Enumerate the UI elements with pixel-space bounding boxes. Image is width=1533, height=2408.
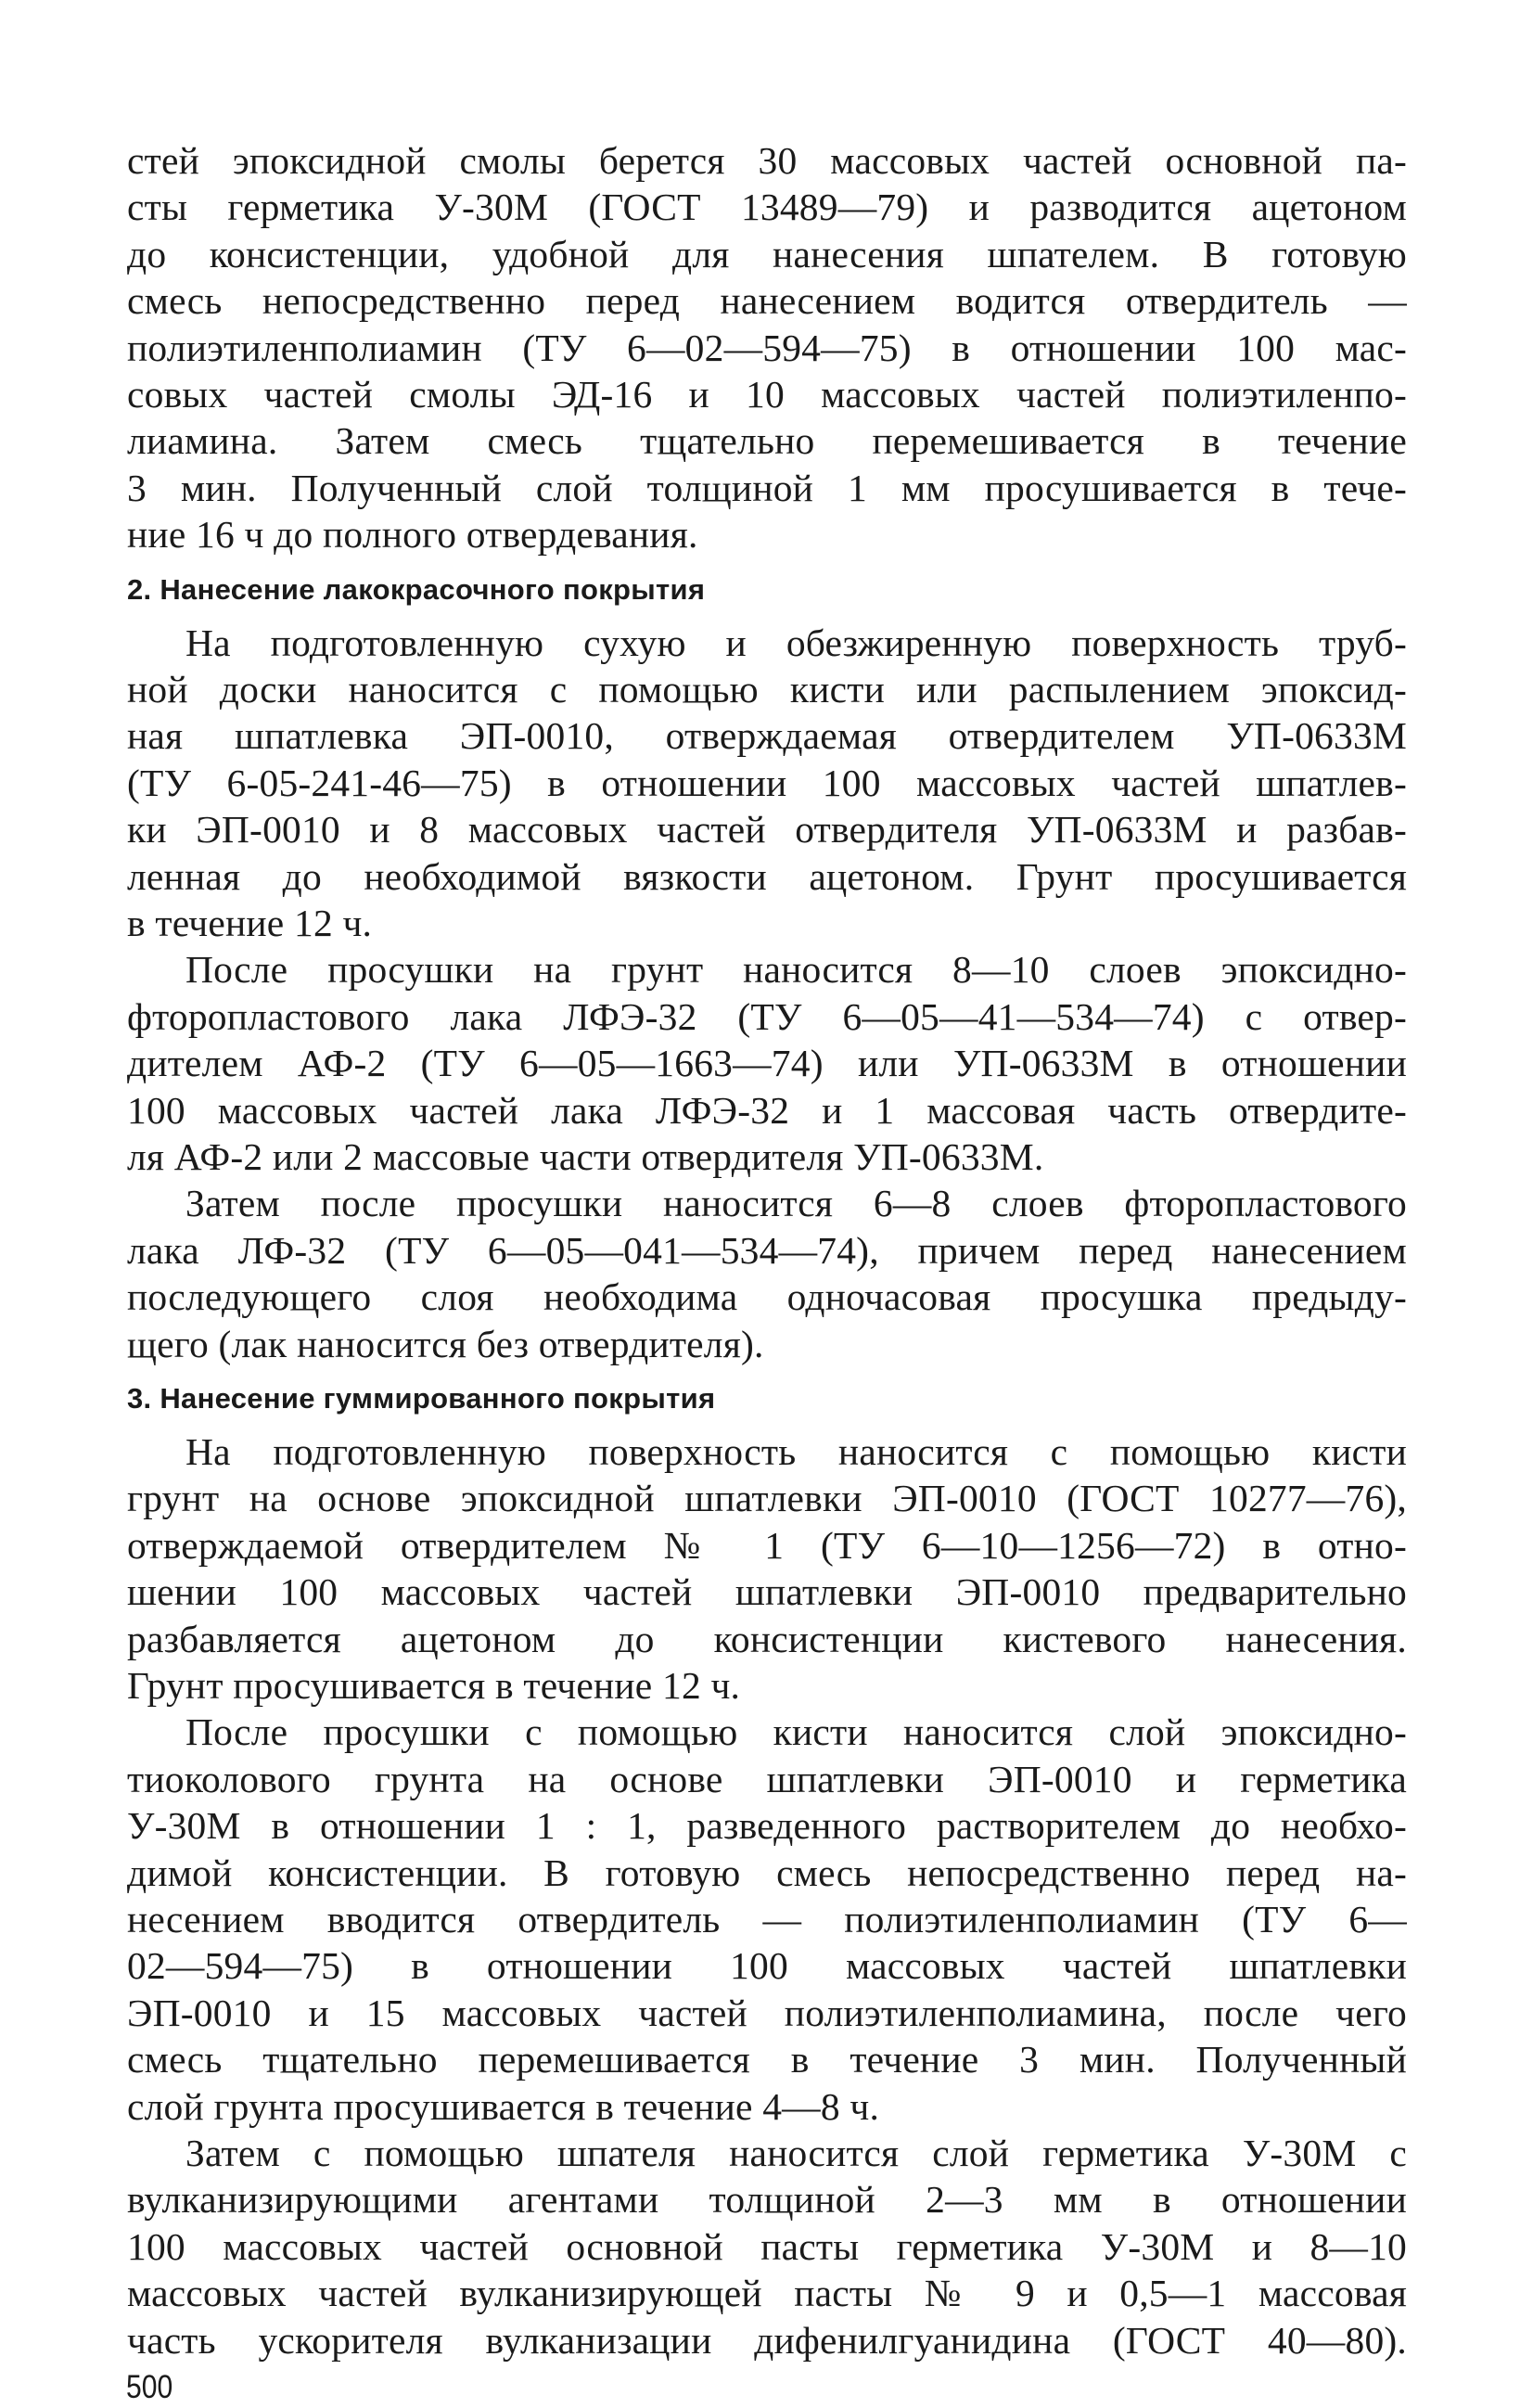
text-line: совых частей смолы ЭД-16 и 10 массовых частей полиэтиленпо- [127,373,1407,416]
section-3-heading: 3. Нанесение гуммированного покрытия [127,1382,716,1415]
text-line: 3 мин. Полученный слой толщиной 1 мм просушивается в тече- [127,467,1407,509]
text-line: ная шпатлевка ЭП-0010, отверждаемая отвердителем УП-0633М [127,714,1407,757]
text-line: смесь непосредственно перед нанесением водится отвердитель — [127,279,1407,322]
text-line: сты герметика У-30М (ГОСТ 13489—79) и разводится ацетоном [127,186,1407,228]
text-line: 100 массовых частей основной пасты герметика У-30М и 8—10 [127,2225,1407,2268]
text-line: смесь тщательно перемешивается в течение 3 мин. Полученный [127,2038,1407,2081]
text-line: тиоколового грунта на основе шпатлевки ЭП-0010 и герметика [127,1758,1407,1800]
text-line: в течение 12 ч. [127,902,373,944]
text-line: шении 100 массовых частей шпатлевки ЭП-0010 предварительно [127,1570,1407,1613]
text-line: После просушки с помощью кисти наносится слой эпоксидно- [185,1710,1407,1753]
text-line: После просушки на грунт наносится 8—10 слоев эпоксидно- [185,948,1407,991]
text-line: стей эпоксидной смолы берется 30 массовых частей основной па- [127,139,1407,182]
text-line: часть ускорителя вулканизации дифенилгуанидина (ГОСТ 40—80). [127,2319,1407,2362]
section-2-heading: 2. Нанесение лакокрасочного покрытия [127,573,706,606]
text-line: ленная до необходимой вязкости ацетоном. Грунт просушивается [127,855,1407,898]
text-line: лака ЛФ-32 (ТУ 6—05—041—534—74), причем перед нанесением [127,1229,1407,1272]
text-line: отверждаемой отвердителем № 1 (ТУ 6—10—1256—72) в отно- [127,1524,1407,1567]
text-line: На подготовленную поверхность наносится с помощью кисти [185,1430,1407,1473]
text-line: Затем после просушки наносится 6—8 слоев фторопластового [185,1182,1407,1224]
text-line: ля АФ-2 или 2 массовые части отвердителя УП-0633М. [127,1135,1044,1178]
text-line: грунт на основе эпоксидной шпатлевки ЭП-0010 (ГОСТ 10277—76), [127,1477,1407,1519]
text-line: полиэтиленполиамин (ТУ 6—02—594—75) в отношении 100 мас- [127,327,1407,369]
text-line: ЭП-0010 и 15 массовых частей полиэтиленполиамина, после чего [127,1992,1407,2034]
text-line: фторопластового лака ЛФЭ-32 (ТУ 6—05—41—534—74) с отвер- [127,995,1407,1038]
text-line: ной доски наносится с помощью кисти или распылением эпоксид- [127,668,1407,711]
text-line: Затем с помощью шпателя наносится слой герметика У-30М с [185,2132,1407,2174]
text-line: ки ЭП-0010 и 8 массовых частей отвердителя УП-0633М и разбав- [127,808,1407,851]
page-number: 500 [126,2369,173,2405]
text-line: 100 массовых частей лака ЛФЭ-32 и 1 массовая часть отвердите- [127,1089,1407,1132]
text-line: дителем АФ-2 (ТУ 6—05—1663—74) или УП-0633М в отношении [127,1042,1407,1084]
text-line: щего (лак наносится без отвердителя). [127,1323,764,1365]
text-line: 02—594—75) в отношении 100 массовых частей шпатлевки [127,1944,1407,1987]
text-line: массовых частей вулканизирующей пасты № 9 и 0,5—1 массовая [127,2272,1407,2314]
text-line: разбавляется ацетоном до консистенции кистевого нанесения. [127,1618,1407,1660]
text-line: лиамина. Затем смесь тщательно перемешивается в течение [127,419,1407,462]
text-line: несением вводится отвердитель — полиэтиленполиамин (ТУ 6— [127,1898,1407,1940]
text-line: (ТУ 6-05-241-46—75) в отношении 100 массовых частей шпатлев- [127,762,1407,804]
text-line: до консистенции, удобной для нанесения шпателем. В готовую [127,233,1407,275]
text-line: У-30М в отношении 1 : 1, разведенного растворителем до необхо- [127,1804,1407,1847]
text-line: димой консистенции. В готовую смесь непосредственно перед на- [127,1851,1407,1894]
text-line: последующего слоя необходима одночасовая просушка предыду- [127,1275,1407,1318]
text-line: слой грунта просушивается в течение 4—8 ч. [127,2085,880,2128]
text-line: На подготовленную сухую и обезжиренную поверхность труб- [185,621,1407,664]
text-line: вулканизирующими агентами толщиной 2—3 мм в отношении [127,2178,1407,2221]
text-line: Грунт просушивается в течение 12 ч. [127,1664,741,1707]
text-line: ние 16 ч до полного отвердевания. [127,513,698,556]
